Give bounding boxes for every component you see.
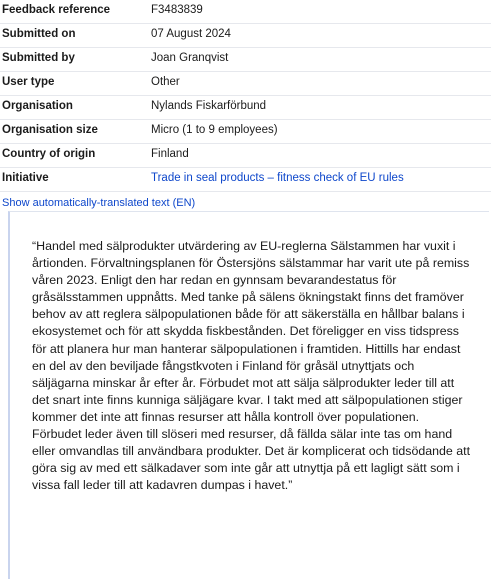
detail-row-submitted-by — [0, 48, 491, 72]
detail-label: User type — [2, 76, 55, 88]
detail-row-feedback-reference — [0, 0, 491, 24]
detail-label: Feedback reference — [2, 4, 111, 16]
detail-row-user-type — [0, 72, 491, 96]
detail-label: Initiative — [2, 172, 49, 184]
detail-label: Organisation — [2, 100, 73, 112]
initiative-link[interactable]: Trade in seal products – fitness check of EU rules — [151, 172, 404, 184]
detail-row-submitted-on — [0, 24, 491, 48]
feedback-text-panel — [8, 211, 489, 579]
detail-value: Other — [151, 76, 180, 88]
detail-row-organisation — [0, 96, 491, 120]
feedback-details-table — [0, 0, 491, 192]
detail-label: Submitted by — [2, 52, 75, 64]
detail-label: Submitted on — [2, 28, 76, 40]
show-translation-link[interactable]: Show automatically-translated text (EN) — [2, 197, 196, 209]
detail-row-organisation-size — [0, 120, 491, 144]
detail-value: F3483839 — [151, 4, 203, 16]
detail-row-initiative — [0, 168, 491, 192]
detail-value: 07 August 2024 — [151, 28, 231, 40]
detail-value: Nylands Fiskarförbund — [151, 100, 267, 112]
detail-label: Organisation size — [2, 124, 98, 136]
detail-row-country-of-origin — [0, 144, 491, 168]
detail-value: Micro (1 to 9 employees) — [151, 124, 278, 136]
detail-value: Finland — [151, 148, 189, 160]
detail-label: Country of origin — [2, 148, 96, 160]
feedback-text: “Handel med sälprodukter utvärdering av EU-reglerna Sälstammen har vuxit i årtionden. Förvaltningsplanen för Östersjöns sälstammar har varit ute på remiss våren 2023. Enligt den har redan en gynnsam bevarandestatus för gråsälsstammen uppnåtts. Med tanke på sälens ökningstakt finns det framöver behov av att reglera sälpopulationen både för att säkerställa en hållbar balans i ekosystemet och för att skydda fiskbestånden. Det föreligger en viss tidspress för att planera hur man hanterar sälpopulationen i framtiden. Hittills har endast en del av den beviljade fångstkvoten i Finland för gråsäl utnyttjats och säljägarna minskar år efter år. Förbudet mot att sälja sälprodukter leder till att det snart inte finns kunniga säljägare kvar. I takt med att sälpopulationen stiger kommer det inte att finnas resurser att hålla kontroll över populationen. Förbudet leder även till slöseri med resurser, då fällda sälar inte tas om hand eller omvandlas till användbara produkter. Det är komplicerat och tidsödande att göra sig av med ett sälkadaver som inte går att utnyttja på ett lagligt sätt som i vissa fall leder till att kadavren dumpas i havet.” — [32, 239, 471, 493]
detail-value: Joan Granqvist — [151, 52, 229, 64]
